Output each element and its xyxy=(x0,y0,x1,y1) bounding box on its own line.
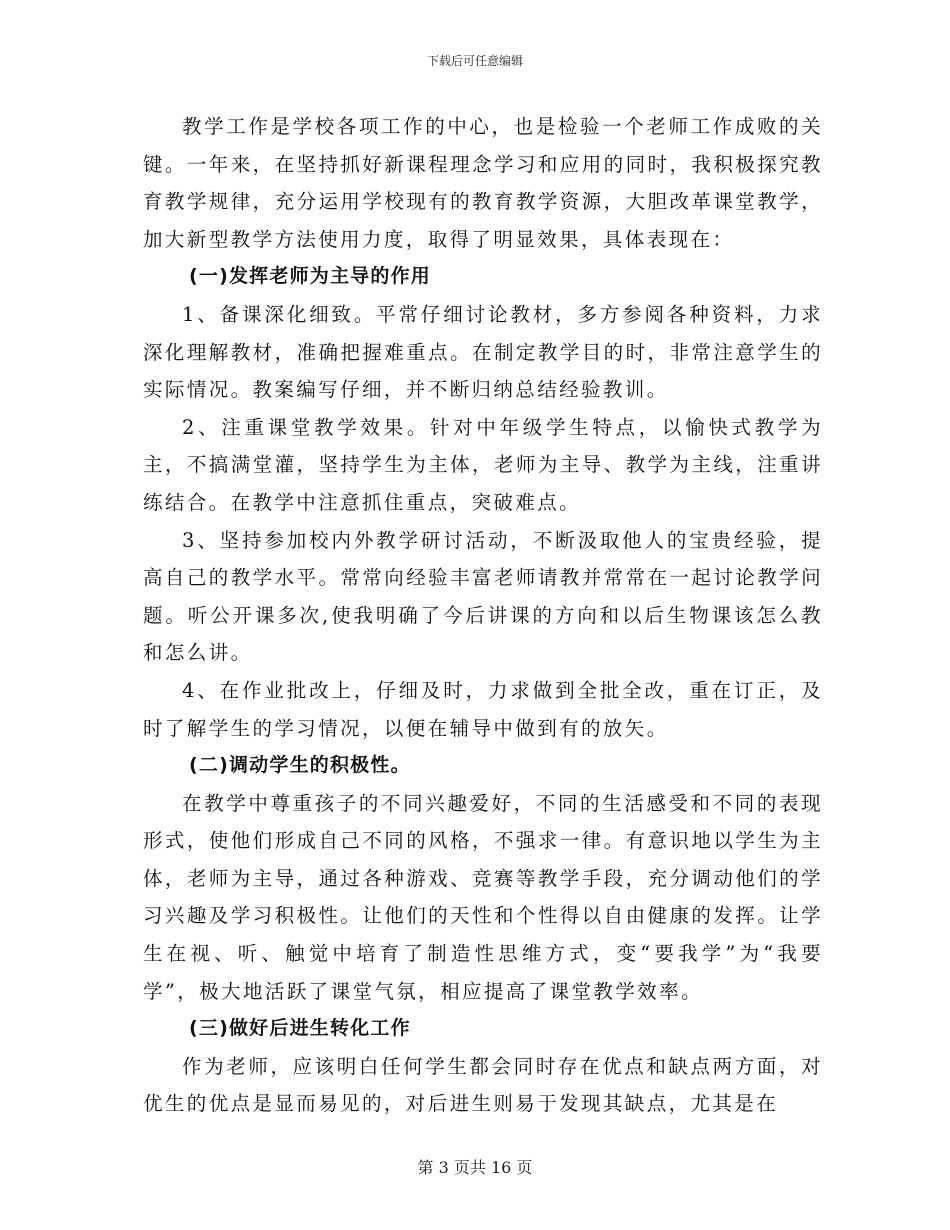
section3-paragraph-1: 作为老师，应该明白任何学生都会同时存在优点和缺点两方面，对优生的优点是显而易见的，对后进生则易于发现其缺点，尤其是在 xyxy=(143,1054,823,1116)
section-heading-1: (一)发挥老师为主导的作用 xyxy=(189,265,431,288)
document-body xyxy=(143,108,823,1123)
section1-paragraph-1: 1、备课深化细致。平常仔细讨论教材，多方参阅各种资料，力求深化理解教材，准确把握难重点。在制定教学目的时，非常注意学生的实际情况。教案编写仔细，并不断归纳总结经验教训。 xyxy=(143,302,823,402)
section1-paragraph-2: 2、注重课堂教学效果。针对中年级学生特点，以愉快式教学为主，不搞满堂灌，坚持学生为主体，老师为主导、教学为主线，注重讲练结合。在教学中注意抓住重点，突破难点。 xyxy=(143,415,823,514)
section1-paragraph-3: 3、坚持参加校内外教学研讨活动，不断汲取他人的宝贵经验，提高自己的教学水平。常常向经验丰富老师请教并常常在一起讨论教学问题。听公开课多次,使我明确了今后讲课的方向和以后生物课该怎么教和怎么讲。 xyxy=(143,528,823,665)
page-number: 第 3 页共 16 页 xyxy=(417,1158,533,1177)
header-note: 下载后可任意编辑 xyxy=(426,54,523,68)
section-heading-2: (二)调动学生的积极性。 xyxy=(189,754,411,777)
section1-paragraph-4: 4、在作业批改上，仔细及时，力求做到全批全改，重在订正，及时了解学生的学习情况，以便在辅导中做到有的放矢。 xyxy=(143,678,823,740)
intro-paragraph: 教学工作是学校各项工作的中心，也是检验一个老师工作成败的关键。一年来，在坚持抓好新课程理念学习和应用的同时，我积极探究教育教学规律，充分运用学校现有的教育教学资源，大胆改革课堂教学，加大新型教学方法使用力度，取得了明显效果，具体表现在： xyxy=(143,115,823,251)
section-heading-3: (三)做好后进生转化工作 xyxy=(189,1017,411,1040)
section2-paragraph-1: 在教学中尊重孩子的不同兴趣爱好，不同的生活感受和不同的表现形式，使他们形成自己不同的风格，不强求一律。有意识地以学生为主体，老师为主导，通过各种游戏、竞赛等教学手段，充分调动他们的学习兴趣及学习积极性。让他们的天性和个性得以自由健康的发挥。让学生在视、听、触觉中培育了制造性思维方式，变“要我学”为“我要学”，极大地活跃了课堂气氛，相应提高了课堂教学效率。 xyxy=(143,791,823,1003)
